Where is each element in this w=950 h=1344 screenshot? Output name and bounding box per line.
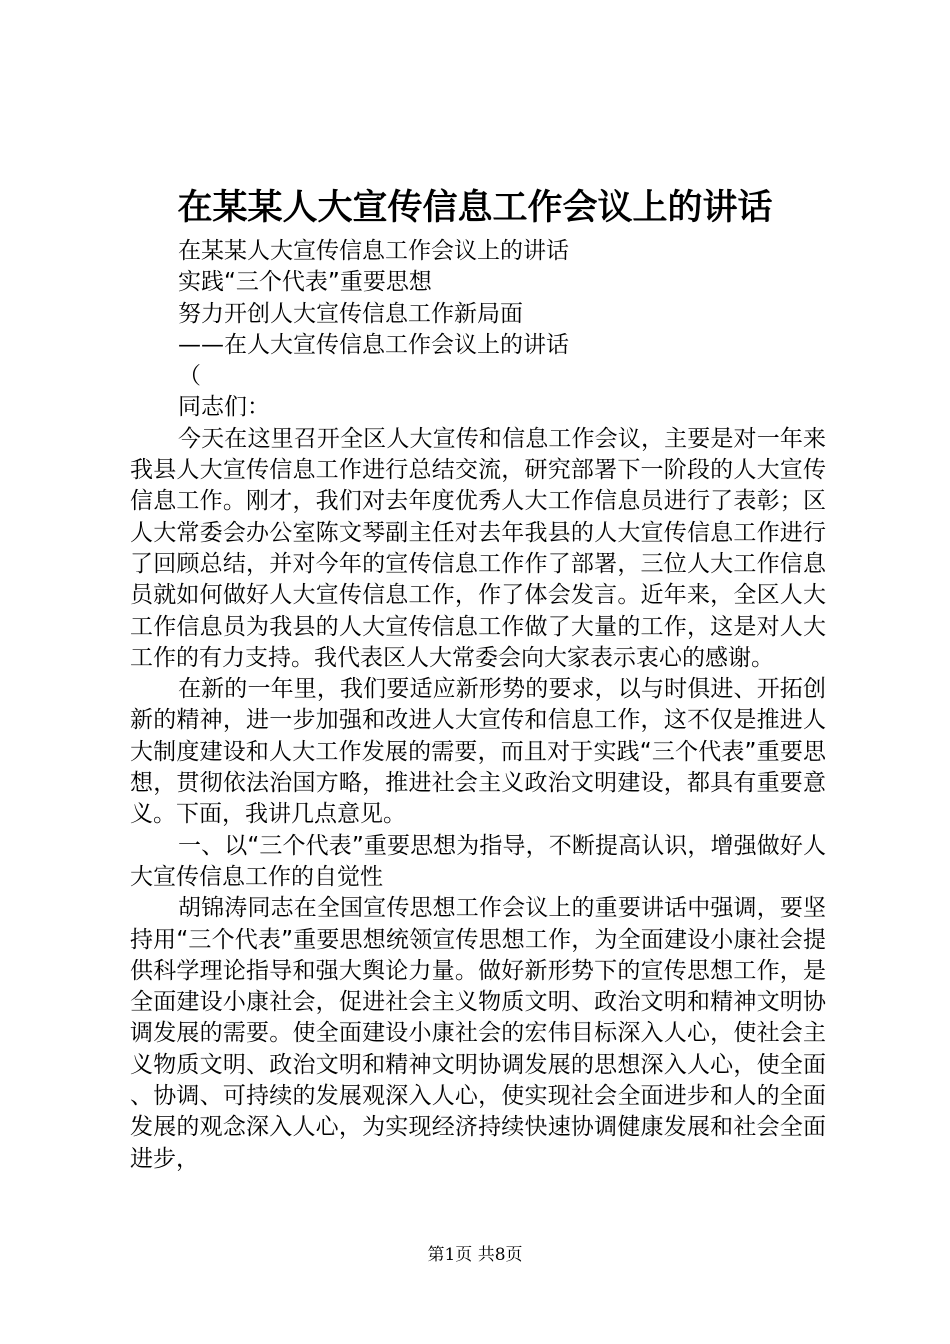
paragraph-hu-speech: 胡锦涛同志在全国宣传思想工作会议上的重要讲话中强调，要坚持用“三个代表”重要思想统领宣传思想工作，为全面建设小康社会提供科学理论指导和强大舆论力量。做好新形势下的宣传思想工作，是全面建设小康社会，促进社会主义物质文明、政治文明和精神文明协调发展的需要。使全面建设小康社会的宏伟目标深入人心，使社会主义物质文明、政治文明和精神文明协调发展的思想深入人心，使全面、协调、可持续的发展观深入人心，使实现社会全面进步和人的全面发展的观念深入人心，为实现经济持续快速协调健康发展和社会全面进步， <box>130 895 826 1172</box>
header-line-occasion: ——在人大宣传信息工作会议上的讲话 <box>178 331 569 358</box>
header-line-title-repeat: 在某某人大宣传信息工作会议上的讲话 <box>178 238 569 264</box>
salutation: 同志们： <box>178 394 270 421</box>
document-title: 在某某人大宣传信息工作会议上的讲话 <box>177 187 773 228</box>
header-line-subtitle: 努力开创人大宣传信息工作新局面 <box>178 300 523 327</box>
header-line-bracket: （ <box>178 363 201 390</box>
header-line-theme: 实践“三个代表”重要思想 <box>178 269 432 296</box>
document-body <box>130 236 826 1175</box>
page-footer: 第1页 共8页 <box>427 1245 523 1265</box>
section-heading-one: 一、以“三个代表”重要思想为指导，不断提高认识，增强做好人大宣传信息工作的自觉性 <box>130 832 826 890</box>
paragraph-new-year: 在新的一年里，我们要适应新形势的要求，以与时俱进、开拓创新的精神，进一步加强和改进人大宣传和信息工作，这不仅是推进人大制度建设和人大工作发展的需要，而且对于实践“三个代表”重要思想，贯彻依法治国方略，推进社会主义政治文明建设，都具有重要意义。下面，我讲几点意见。 <box>130 676 826 828</box>
paragraph-intro: 今天在这里召开全区人大宣传和信息工作会议，主要是对一年来我县人大宣传信息工作进行总结交流，研究部署下一阶段的人大宣传信息工作。刚才，我们对去年度优秀人大工作信息员进行了表彰；区人大常委会办公室陈文琴副主任对去年我县的人大宣传信息工作进行了回顾总结，并对今年的宣传信息工作作了部署，三位人大工作信息员就如何做好人大宣传信息工作，作了体会发言。近年来，全区人大工作信息员为我县的人大宣传信息工作做了大量的工作，这是对人大工作的有力支持。我代表区人大常委会向大家表示衷心的感谢。 <box>130 425 826 671</box>
